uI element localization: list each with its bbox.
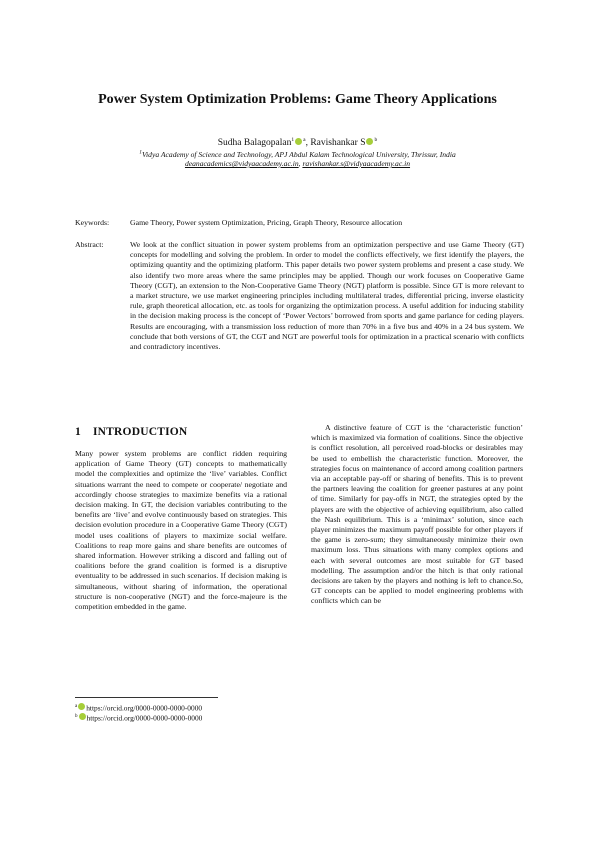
body-column-left bbox=[75, 449, 287, 612]
footnote-a bbox=[75, 702, 202, 712]
author-line bbox=[40, 138, 555, 149]
body-column-right bbox=[311, 423, 523, 607]
affiliation-text: Vidya Academy of Science and Technology, APJ Abdul Kalam Technological University, Thrissur, India bbox=[141, 150, 456, 159]
body-paragraph: Many power system problems are conflict ridden requiring application of Game Theory (GT) concepts to mathematically model the complexities and optimize the ‘live’ variables. Conflict situations warrant the need to compete or cooperate/ negotiate and accordingly choose strategies to maximize benefits via a rational decision making. In GT, the decision variables contributing to the benefits are ‘live’ and evolve continuously based on strategies. This decision evolution procedure in a Cooperative Game Theory (CGT) model uses coalitions of players to maximize social welfare. Coalitions to reap more gains and share benefits are outcomes of shared information. However striking a discord and falling out of coalitions before the grand coalition is formed is a disruptive eventuality to be addressed in such scenarios. If decision making is simultaneous, without sharing of information, the operational structure is non-cooperative (NGT) and the force-majeure is the competition embedded in the game. bbox=[75, 449, 287, 612]
orcid-icon bbox=[78, 703, 85, 710]
abstract-text: We look at the conflict situation in power system problems from an optimization perspective and use Game Theory (GT) concepts for modelling and solving the problem. In order to model the conflicts effectively, we first identify the players, the optimizing quantity and the optimizing platform. This paper details two power system problems and present a case study. We also identify two more areas where the same principles may be applied. Though our work focuses on Cooperative Game Theory (CGT), an extension to the Non-Cooperative Game Theory (NGT) platform is possible. Since GT is more relevant to a market structure, we use market engineering principles including multilateral trades, differential pricing, inverse elasticity rule, graph theoretical allocation, etc. as tools for organizing the optimization process. A useful addition for inducing stability in the decision making process is the concept of ‘Power Vectors’ borrowed from sports and game parlance for ceding players. Results are encouraging, with a transmission loss reduction of more than 70% in a five bus and 40% in a 24 bus system. We conclude that both versions of GT, the CGT and NGT are powerful tools for optimization in a practical scenario with conflicts and contradictory incentives. bbox=[130, 240, 524, 352]
section-heading bbox=[75, 426, 187, 438]
footnote-orcid-link[interactable]: https://orcid.org/0000-0000-0000-0000 bbox=[86, 713, 203, 723]
author-emails: deanacademics@vidyaacademy.ac.in, ravishankar.s@vidyaacademy.ac.in bbox=[184, 159, 411, 168]
affiliation bbox=[40, 150, 555, 159]
affiliation-mark: 1 bbox=[139, 149, 142, 156]
footnote-divider bbox=[75, 697, 218, 698]
abstract-label: Abstract: bbox=[75, 240, 104, 249]
author-1-affiliation-mark: 1 bbox=[291, 136, 295, 143]
section-number: 1 bbox=[75, 426, 81, 438]
email-link-1[interactable]: deanacademics@vidyaacademy.ac.in bbox=[184, 159, 299, 168]
keywords-label: Keywords: bbox=[75, 218, 110, 227]
keywords-text: Game Theory, Power system Optimization, Pricing, Graph Theory, Resource allocation bbox=[130, 218, 403, 227]
author-2-orcid-mark: b bbox=[374, 136, 378, 143]
footnote-orcid-link[interactable]: https://orcid.org/0000-0000-0000-0000 bbox=[86, 703, 203, 713]
body-paragraph: A distinctive feature of CGT is the ‘characteristic function’ which is maximized via formation of coalitions. Since the objective is conflict resolution, all perceived road-blocks or desirables may be used to embellish the characteristic function. Moreover, the strategies focus on maintenance of accord among coalition partners via an acceptable pay-off or sharing of benefits. This is to prevent the partners leaving the coalition for greener pastures at any point of time. Similarly for pay-offs in NGT, the strategies opted by the players are with the objective of achieving equilibrium, also called the Nash equilibrium. This is a ‘minimax’ solution, since each player minimizes the maximum payoff possible for other players if the game is zero-sum; they simultaneously minimize their own maximum loss. Thus situations with many complex options and each with several outcomes are most suitable for GT based modelling. The assumption and/or the hitch is that only rational decisions are taken by the players and nothing is left to chance.So, GT concepts can be applied to model engineering problems with conflicts which can be bbox=[311, 423, 523, 606]
author-name-1: Sudha Balagopalan bbox=[217, 138, 292, 148]
footnote-mark: a bbox=[75, 704, 78, 709]
orcid-icon[interactable] bbox=[295, 138, 302, 145]
author-name-2: Ravishankar S bbox=[310, 138, 366, 148]
email-link-2[interactable]: ravishankar.s@vidyaacademy.ac.in bbox=[302, 159, 411, 168]
author-1-orcid-mark: a bbox=[303, 136, 306, 143]
section-title: INTRODUCTION bbox=[93, 426, 188, 438]
footnote-b bbox=[75, 712, 202, 722]
orcid-icon bbox=[79, 713, 86, 720]
author-separator: , bbox=[305, 138, 311, 148]
paper-title: Power System Optimization Problems: Game Theory Applications bbox=[98, 92, 497, 107]
orcid-icon[interactable] bbox=[366, 138, 373, 145]
footnote-mark: b bbox=[75, 714, 78, 719]
